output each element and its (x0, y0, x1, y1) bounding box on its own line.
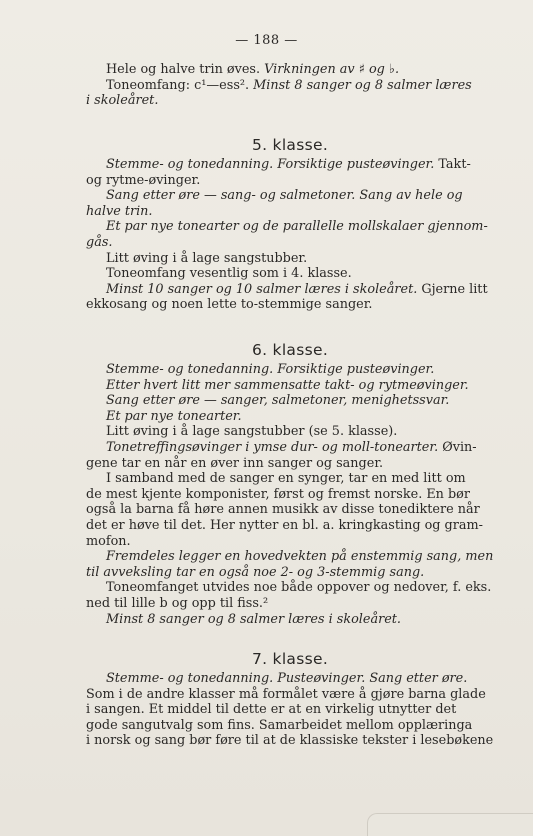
text-line (86, 733, 494, 749)
section-7-klasse-body (86, 671, 494, 749)
text-line (86, 378, 494, 394)
text-line (86, 173, 494, 189)
italic-text: Stemme- og tonedanning. Forsiktige pusteøvinger. (106, 157, 439, 172)
text-line (86, 62, 494, 78)
text-run: Toneomfanget utvides noe både oppover og nedover, f. eks. (106, 580, 492, 596)
text-line (86, 596, 494, 612)
paper-corner-tab (367, 813, 533, 836)
text-line (86, 297, 494, 313)
text-run: Øvin- (442, 439, 477, 455)
text-line (86, 471, 494, 487)
text-run: Litt øving i å lage sangstubber (se 5. klasse). (106, 424, 398, 440)
italic-text: gås. (86, 234, 113, 250)
text-run: gene tar en når en øver inn sanger og sanger. (86, 455, 384, 471)
text-run: ekkosang og noen lette to-stemmige sanger. (86, 297, 373, 313)
page-number: — 188 — (235, 33, 298, 48)
text-line (86, 188, 494, 204)
text-line (86, 580, 494, 596)
text-line (86, 424, 494, 440)
text-line (86, 362, 494, 378)
text-line (86, 671, 494, 687)
text-run: gode sangutvalg som fins. Samarbeidet mellom opplæringa (86, 717, 473, 733)
text-run: i sangen. Et middel til dette er at en virkelig utnytter det (86, 702, 457, 718)
italic-text: Minst 8 sanger og 8 salmer læres (253, 77, 472, 93)
text-line (86, 702, 494, 718)
text-line (86, 282, 494, 298)
italic-text: Stemme- og tonedanning. Forsiktige pusteøvinger. (106, 362, 435, 377)
italic-text: i skoleåret. (86, 93, 159, 109)
italic-text: Minst 10 sanger og 10 salmer læres i skoleåret. (106, 281, 422, 297)
italic-text: Minst 8 sanger og 8 salmer læres i skoleåret. (106, 611, 401, 627)
italic-text: Etter hvert litt mer sammensatte takt- og rytmeøvinger. (106, 377, 469, 393)
intro-block (86, 62, 494, 109)
text-line (86, 157, 494, 173)
text-line (86, 487, 494, 503)
text-run: I samband med de sanger en synger, tar en med litt om (106, 471, 466, 487)
text-run: Hele og halve trin øves. (106, 62, 265, 77)
text-line (86, 456, 494, 472)
italic-text: Stemme- og tonedanning. Pusteøvinger. Sang etter øre. (106, 671, 468, 686)
italic-text: Virkningen av ♯ og ♭. (264, 62, 400, 77)
italic-text: Tonetreffingsøvinger i ymse dur- og moll-tonearter. (106, 439, 443, 455)
text-line (86, 518, 494, 534)
text-run: også la barna få høre annen musikk av disse tonediktere når (86, 502, 480, 518)
text-run: Toneomfang vesentlig som i 4. klasse. (106, 266, 352, 282)
text-line (86, 93, 494, 109)
italic-text: halve trin. (86, 203, 153, 219)
text-line (86, 266, 494, 282)
section-5-klasse-body (86, 157, 494, 313)
text-run: ned til lille b og opp til fiss.² (86, 595, 269, 611)
text-run: mofon. (86, 533, 131, 549)
text-line (86, 612, 494, 628)
italic-text: Et par nye tonearter. (106, 408, 242, 424)
text-run: i norsk og sang bør føre til at de klassiske tekster i lesebøkene (86, 733, 494, 749)
text-line (86, 409, 494, 425)
text-run: de mest kjente komponister, først og fremst norske. En bør (86, 486, 470, 502)
text-line (86, 534, 494, 550)
text-line (86, 393, 494, 409)
text-line (86, 219, 494, 235)
text-line (86, 502, 494, 518)
section-heading-7-klasse: 7. klasse. (251, 650, 329, 668)
text-run: Gjerne litt (421, 281, 488, 297)
section-6-klasse-body (86, 362, 494, 627)
text-line (86, 718, 494, 734)
text-line (86, 440, 494, 456)
italic-text: Fremdeles legger en hovedvekten på enstemmig sang, men (106, 549, 494, 565)
text-line (86, 549, 494, 565)
text-line (86, 235, 494, 251)
text-run: Som i de andre klasser må formålet være å gjøre barna glade (86, 686, 486, 702)
text-run: Litt øving i å lage sangstubber. (106, 250, 308, 266)
text-line (86, 251, 494, 267)
text-run: Takt- (438, 157, 471, 172)
text-line (86, 78, 494, 94)
text-line (86, 204, 494, 220)
text-line (86, 687, 494, 703)
text-run: og rytme-øvinger. (86, 172, 201, 188)
text-line (86, 565, 494, 581)
text-run: det er høve til det. Her nytter en bl. a. kringkasting og gram- (86, 517, 483, 533)
italic-text: Sang etter øre — sanger, salmetoner, menighetssvar. (106, 393, 450, 409)
section-heading-5-klasse: 5. klasse. (251, 136, 329, 154)
italic-text: Sang etter øre — sang- og salmetoner. Sang av hele og (106, 188, 463, 204)
italic-text: til avveksling tar en også noe 2- og 3-stemmig sang. (86, 564, 425, 580)
italic-text: Et par nye tonearter og de parallelle mollskalaer gjennom- (106, 219, 488, 235)
text-run: Toneomfang: c¹—ess². (106, 77, 254, 93)
section-heading-6-klasse: 6. klasse. (251, 341, 329, 359)
